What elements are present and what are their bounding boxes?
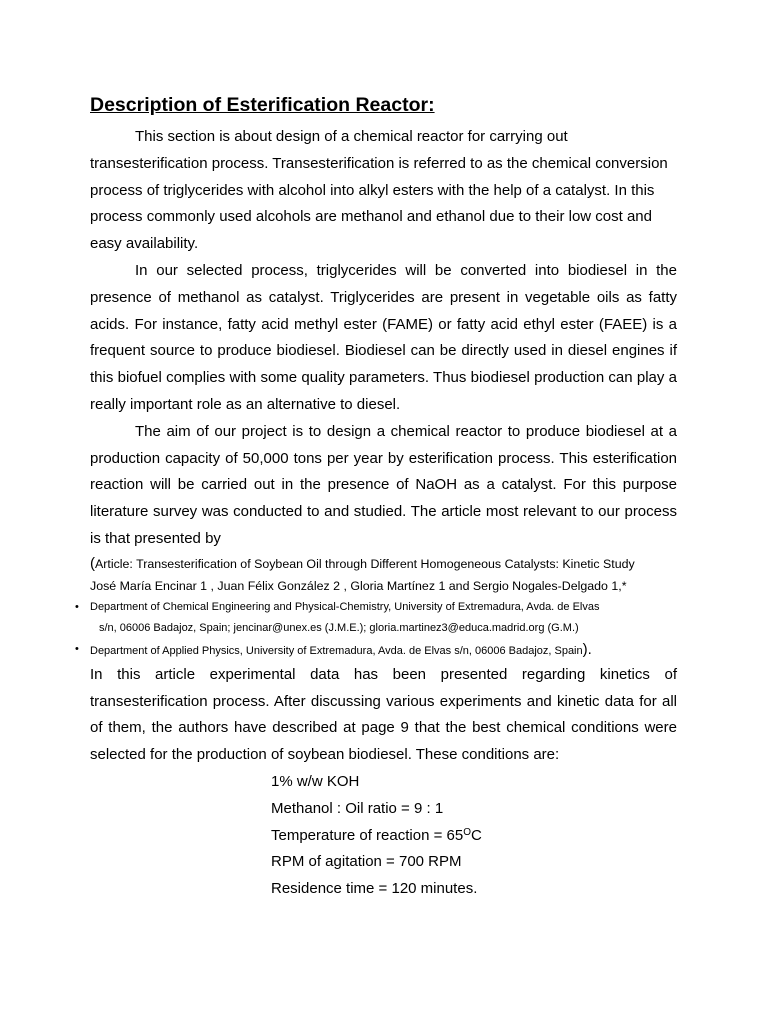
affiliation-list [75,597,677,662]
condition-ratio: Methanol : Oil ratio = 9 : 1 [271,799,444,817]
section-heading: Description of Esterification Reactor: [90,94,435,116]
document-page [75,92,677,903]
bullet-icon: • [75,642,79,655]
citation-authors: José María Encinar 1 , Juan Félix González 2 , Gloria Martínez 1 and Sergio Nogales-Delgado 1,* [90,578,627,593]
citation-article-title: Article: Transesterification of Soybean Oil through Different Homogeneous Catalysts: Kinetic Study [95,556,635,571]
paragraph-process: In our selected process, triglycerides will be converted into biodiesel in the presence of methanol as catalyst. Triglycerides are present in vegetable oils as fatty acids. For instance, fatty acid methyl ester (FAME) or fatty acid ethyl ester (FAEE) is a frequent source to produce biodiesel. Biodiesel can be directly used in diesel engines if this biofuel complies with some quality parameters. Thus biodiesel production can play a really important role as an alternative to diesel. [90,261,677,413]
condition-temperature [271,823,677,850]
affiliation-item [75,639,677,662]
conditions-list [271,769,677,903]
condition-residence-time: Residence time = 120 minutes. [271,880,478,898]
temperature-text: Temperature of reaction = 65 [271,826,464,844]
paragraph-article-summary: In this article experimental data has been presented regarding kinetics of transesterification process. After discussing various experiments and kinetic data for all of them, the authors have described at page 9 that the best chemical conditions were selected for the production of soybean biodiesel. These conditions are: [90,665,677,764]
condition-rpm: RPM of agitation = 700 RPM [271,853,462,871]
affiliation-item [75,597,677,639]
affiliation-line: Department of Chemical Engineering and Physical-Chemistry, University of Extremadura, Avda. de Elvas [90,600,600,613]
citation-article [90,553,677,575]
affiliation-line: Department of Applied Physics, University of Extremadura, Avda. de Elvas s/n, 06006 Badajoz, Spain [90,644,583,657]
citation-close-paren: ). [582,640,592,658]
paragraph-aim: The aim of our project is to design a chemical reactor to produce biodiesel at a production capacity of 50,000 tons per year by esterification process. This esterification reaction will be carried out in the presence of NaOH as a catalyst. For this purpose literature survey was conducted to and studied. The article most relevant to our process is that presented by [90,422,677,547]
condition-koh: 1% w/w KOH [271,772,360,790]
bullet-icon: • [75,600,79,613]
citation-open-paren: ( [90,554,95,572]
paragraph-intro: This section is about design of a chemical reactor for carrying out transesterification process. Transesterification is referred to as the chemical conversion process of triglycerides with alcohol into alkyl esters with the help of a catalyst. In this process commonly used alcohols are methanol and ethanol due to their low cost and easy availability. [90,128,668,253]
affiliation-line: s/n, 06006 Badajoz, Spain; jencinar@unex.es (J.M.E.); gloria.martinez3@educa.madrid.org (G.M.) [99,621,579,634]
temperature-unit: C [470,826,482,844]
degree-symbol: O [463,826,471,838]
